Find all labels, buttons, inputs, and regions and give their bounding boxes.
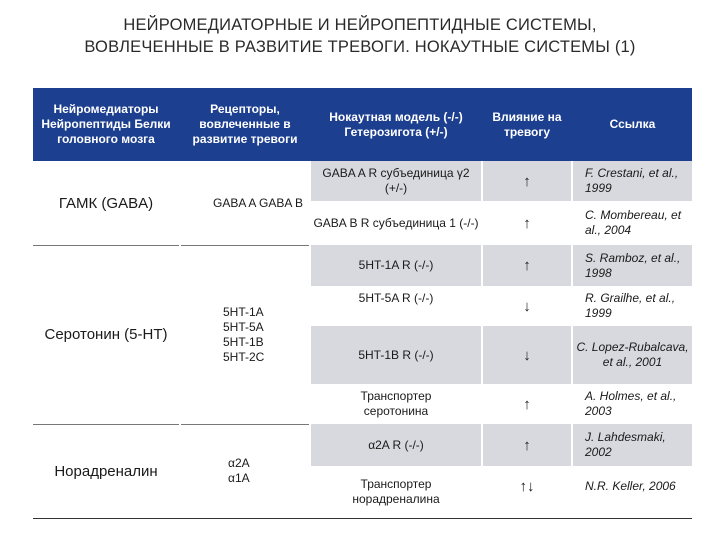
ref-5ht1b: C. Lopez-Rubalcava, et al., 2001 — [576, 340, 689, 369]
receptors-gaba: GABA A GABA B — [213, 195, 304, 210]
ref-gaba-b: C. Mombereau, et al., 2004 — [585, 208, 682, 237]
model-5ht1b: 5HT-1B R (-/-) — [358, 347, 434, 362]
ref-net: N.R. Keller, 2006 — [585, 478, 676, 493]
group-gaba: ГАМК (GABA) — [58, 194, 154, 212]
header-reference: Ссылка — [609, 117, 656, 131]
model-gaba-b: GABA B R субъединица 1 (-/-) — [313, 215, 479, 230]
title-line-2: ВОВЛЕЧЕННЫЕ В РАЗВИТИЕ ТРЕВОГИ. НОКАУТНЫЕ СИСТЕМЫ (1) — [84, 38, 636, 56]
effect-5ht1b: ↓ — [523, 346, 531, 364]
effect-5ht5a: ↓ — [523, 297, 531, 315]
ref-gaba-a: F. Crestani, et al., 1999 — [585, 166, 679, 195]
model-gaba-a: GABA A R субъединица γ2 (+/-) — [322, 166, 470, 195]
model-5ht5a: 5HT-5A R (-/-) — [358, 290, 434, 305]
header-effect: Влияние на тревогу — [492, 109, 562, 139]
effect-5ht1a: ↑ — [523, 257, 531, 274]
table-header — [33, 88, 692, 161]
group-noradrenaline: Норадреналин — [54, 462, 158, 480]
receptors-serotonin: 5HT-1A 5HT-5A 5HT-1B 5HT-2C — [223, 304, 265, 364]
ref-5ht1a: S. Ramboz, et al., 1998 — [585, 250, 681, 280]
ref-a2a: J. Lahdesmaki, 2002 — [585, 430, 666, 459]
header-knockout-model: Нокаутная модель (-/-) Гетерозигота (+/-) — [329, 109, 463, 139]
ref-sert: A. Holmes, et al., 2003 — [585, 389, 677, 418]
receptors-noradrenaline: α2A α1A — [228, 456, 250, 485]
effect-a2a: ↑ — [523, 436, 531, 454]
model-sert: Транспортер серотонина — [360, 389, 432, 418]
header-neurotransmitters: Нейромедиаторы Нейропептиды Белки головного мозга — [41, 102, 171, 146]
model-5ht1a: 5HT-1A R (-/-) — [358, 258, 434, 272]
group-serotonin: Серотонин (5-HT) — [44, 326, 168, 343]
model-a2a: α2A R (-/-) — [368, 437, 424, 452]
effect-gaba-b: ↑ — [523, 214, 531, 232]
ref-5ht5a: R. Grailhe, et al., 1999 — [585, 291, 676, 320]
model-net: Транспортер норадреналина — [352, 477, 440, 506]
slide-title — [0, 14, 720, 58]
title-line-1: НЕЙРОМЕДИАТОРНЫЕ И НЕЙРОПЕПТИДНЫЕ СИСТЕМЫ, — [123, 16, 597, 34]
effect-net: ↑↓ — [519, 477, 535, 495]
knockout-table — [33, 88, 692, 519]
effect-gaba-a: ↑ — [523, 172, 531, 190]
effect-sert: ↑ — [523, 395, 531, 413]
header-receptors: Рецепторы, вовлеченные в развитие тревоги — [192, 102, 298, 146]
